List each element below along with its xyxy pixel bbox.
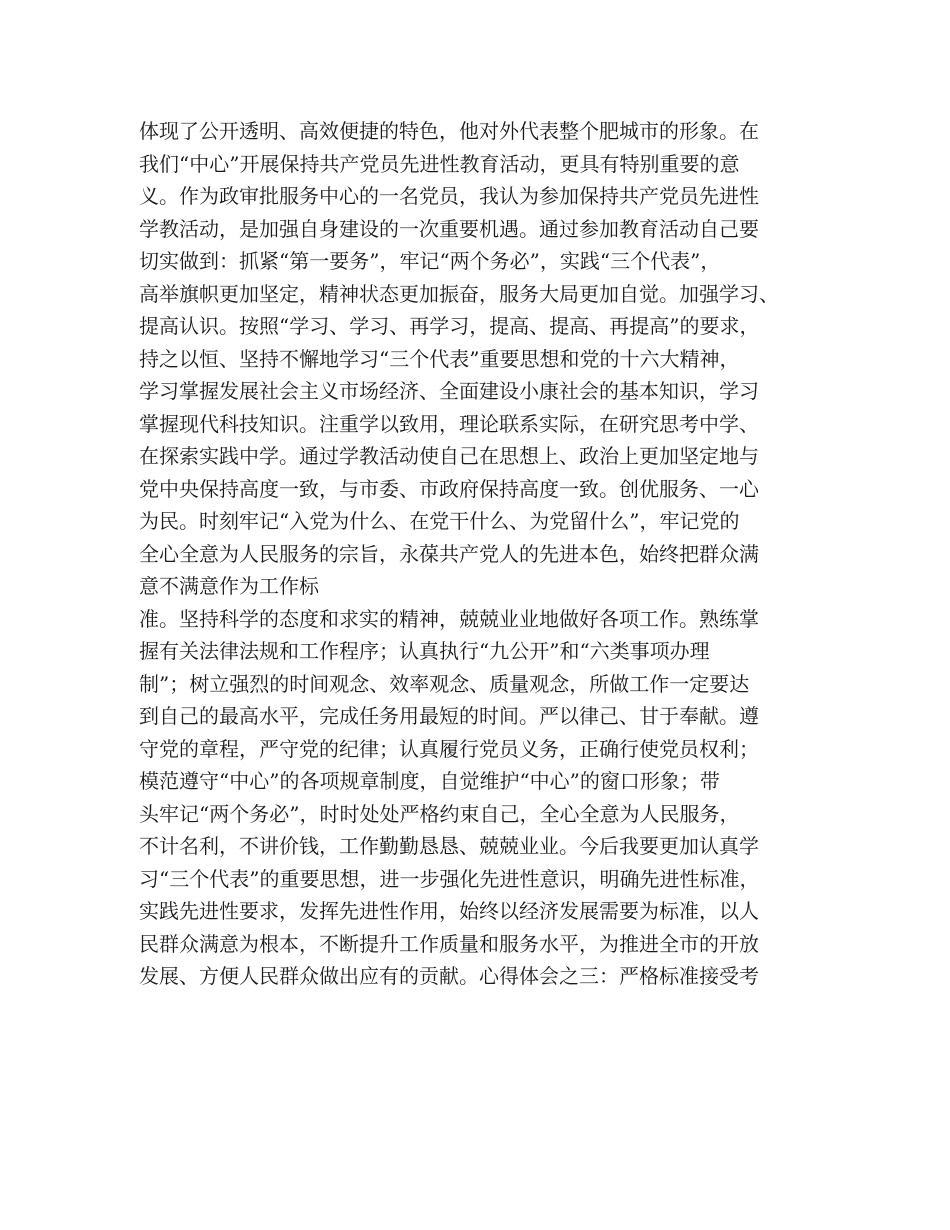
text-line: 握有关法律法规和工作程序；认真执行“九公开”和“六类事项办理 [139,639,710,663]
text-line: 制”；树立强烈的时间观念、效率观念、质量观念，所做工作一定要达 [139,671,750,696]
text-line: 意不满意作为工作标 [139,574,319,598]
text-line: 习“三个代表”的重要思想，进一步强化先进性意识，明确先进性标准， [139,866,760,891]
text-line: 全心全意为人民服务的宗旨，永葆共产党人的先进本色，始终把群众满 [139,541,759,566]
text-line: 党中央保持高度一致，与市委、市政府保持高度一致。创优服务、一心 [139,476,759,501]
text-line: 守党的章程，严守党的纪律；认真履行党员义务，正确行使党员权利； [139,736,759,761]
text-line: 体现了公开透明、高效便捷的特色，他对外代表整个肥城市的形象。在 [139,119,759,143]
text-line: 民群众满意为根本，不断提升工作质量和服务水平，为推进全市的开放 [139,931,759,956]
text-line: 提高认识。按照“学习、学习、再学习，提高、提高、再提高”的要求， [139,314,760,338]
text-line: 义。作为政审批服务中心的一名党员，我认为参加保持共产党员先进性 [139,184,759,208]
text-line: 学习掌握发展社会主义市场经济、全面建设小康社会的基本知识，学习 [139,379,759,403]
body-text [139,115,839,993]
text-line: 准。坚持科学的态度和求实的精神，兢兢业业地做好各项工作。熟练掌 [139,606,759,631]
text-line: 到自己的最高水平，完成任务用最短的时间。严以律己、甘于奉献。遵 [139,704,759,728]
text-line: 为民。时刻牢记“入党为什么、在党干什么、为党留什么”，牢记党的 [139,509,740,533]
text-line: 学教活动，是加强自身建设的一次重要机遇。通过参加教育活动自己要 [139,216,759,241]
text-line: 实践先进性要求，发挥先进性作用，始终以经济发展需要为标准，以人 [139,899,759,923]
text-line: 我们“中心”开展保持共产党员先进性教育活动，更具有特别重要的意 [139,151,740,176]
text-line: 在探索实践中学。通过学教活动使自己在思想上、政治上更加坚定地与 [139,444,759,468]
text-line: 持之以恒、坚持不懈地学习“三个代表”重要思想和党的十六大精神， [139,346,740,371]
text-line: 掌握现代科技知识。注重学以致用，理论联系实际，在研究思考中学、 [139,411,759,436]
text-line: 发展、方便人民群众做出应有的贡献。心得体会之三：严格标准接受考 [139,964,759,988]
text-line: 模范遵守“中心”的各项规章制度，自觉维护“中心”的窗口形象；带 [139,769,720,793]
text-line: 高举旗帜更加坚定，精神状态更加振奋，服务大局更加自觉。加强学习、 [139,281,779,306]
text-line: 不计名利，不讲价钱，工作勤勤恳恳、兢兢业业。今后我要更加认真学 [139,834,759,858]
text-line: 头牢记“两个务必”，时时处处严格约束自己，全心全意为人民服务， [139,801,740,826]
text-line: 切实做到：抓紧“第一要务”，牢记“两个务必”，实践“三个代表”， [139,249,721,273]
